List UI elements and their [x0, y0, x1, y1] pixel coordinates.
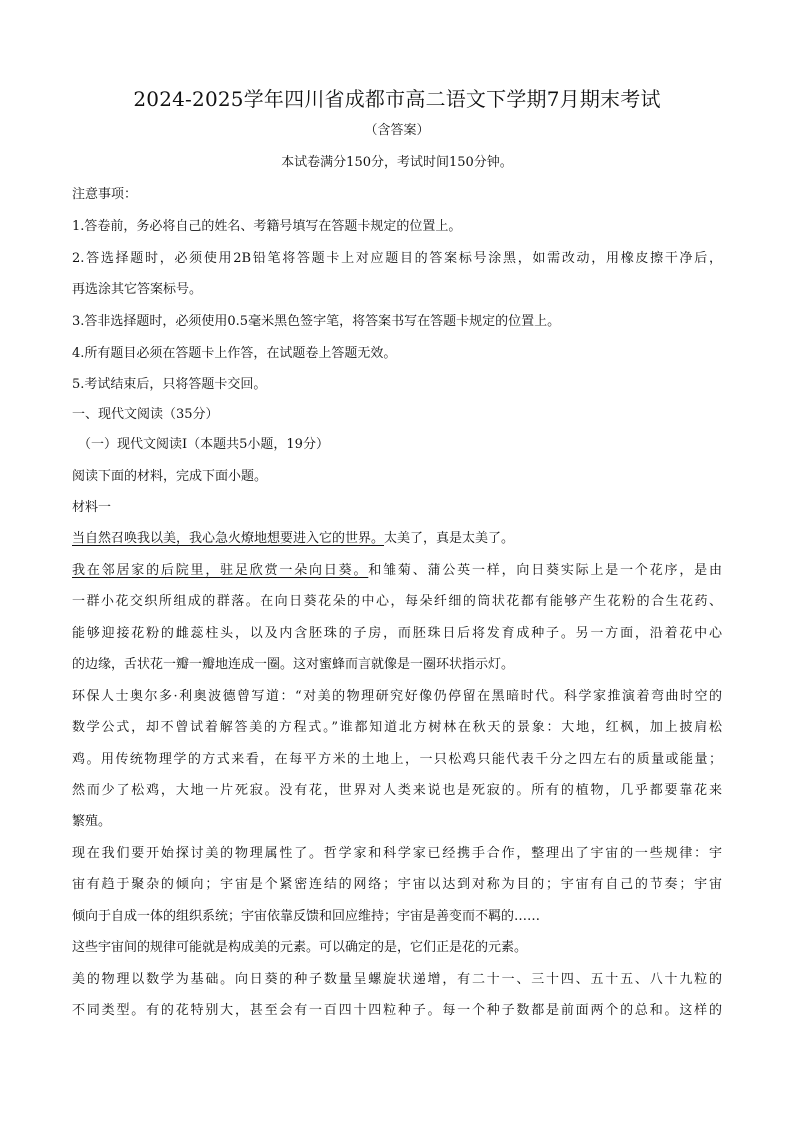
underlined-sentence: 当自然召唤我以美，我心急火燎地想要进入它的世界。 [72, 531, 385, 546]
exam-info: 本试卷满分150分，考试时间150分钟。 [281, 155, 513, 170]
notice-item: 3.答非选择题时，必须使用0.5毫米黑色签字笔，将答案书写在答题卡规定的位置上。 [72, 314, 561, 329]
passage-text: 和雏菊、蒲公英一样，向日葵实际上是一个花序，是由 [368, 563, 722, 578]
passage-line: 然而少了松鸡，大地一片死寂。没有花，世界对人类来说也是死寂的。所有的植物，几乎都要靠花来 [72, 783, 722, 798]
notice-item: 1.答卷前，务必将自己的姓名、考籍号填写在答题卡规定的位置上。 [72, 219, 462, 234]
passage-line: 宙有趋于聚杂的倾向；宇宙是个紧密连结的网络；宇宙以达到对称为目的；宇宙有自己的节奏；宇宙 [72, 877, 722, 892]
passage-paragraph-2-line-1 [72, 562, 722, 580]
underlined-sentence: 我在邻居家的后院里，驻足欣赏一朵向日葵。 [72, 563, 369, 578]
notice-heading: 注意事项： [72, 187, 138, 202]
passage-line: 美的物理以数学为基础。向日葵的种子数量呈螺旋状递增，有二十一、三十四、五十五、八十九粒的 [72, 972, 722, 987]
section-heading: 一、现代文阅读（35分） [72, 407, 219, 422]
passage-line: 倾向于自成一体的组织系统；宇宙依靠反馈和回应维持；宇宙是善变而不羁的…… [72, 909, 541, 924]
page-subtitle: （含答案） [364, 123, 430, 138]
passage-line: 现在我们要开始探讨美的物理属性了。哲学家和科学家已经携手合作，整理出了宇宙的一些规律：宇 [72, 846, 722, 861]
passage-paragraph-1 [72, 530, 514, 548]
passage-line: 一群小花交织所组成的群落。在向日葵花朵的中心，每朵纤细的筒状花都有能够产生花粉的合生花药、 [72, 594, 722, 609]
passage-line: 数学公式，却不曾试着解答美的方程式。”谁都知道北方树林在秋天的景象：大地，红枫，加上披肩松 [72, 720, 722, 735]
passage-line: 鸡。用传统物理学的方式来看，在每平方米的土地上，一只松鸡只能代表千分之四左右的质量或能量； [72, 752, 722, 767]
passage-line: 的边缘，舌状花一瓣一瓣地连成一圈。这对蜜蜂而言就像是一圈环状指示灯。 [72, 657, 515, 672]
passage-line: 能够迎接花粉的雌蕊柱头，以及内含胚珠的子房，而胚珠日后将发育成种子。另一方面，沿着花中心 [72, 626, 722, 641]
material-label: 材料一 [72, 500, 112, 515]
notice-item: 4.所有题目必须在答题卡上作答，在试题卷上答题无效。 [72, 346, 397, 361]
passage-line: 繁殖。 [72, 814, 112, 829]
notice-item-continued: 再选涂其它答案标号。 [72, 282, 203, 297]
page-title: 2024-2025学年四川省成都市高二语文下学期7月期末考试 [133, 87, 661, 111]
notice-item: 5.考试结束后，只将答题卡交回。 [72, 377, 267, 392]
passage-text: 太美了，真是太美了。 [384, 531, 515, 546]
section-subheading: （一）现代文阅读Ⅰ（本题共5小题，19分） [78, 437, 329, 452]
reading-instruction: 阅读下面的材料，完成下面小题。 [72, 469, 268, 484]
notice-item: 2.答选择题时，必须使用2B铅笔将答题卡上对应题目的答案标号涂黑，如需改动，用橡皮擦干净后， [72, 251, 722, 266]
passage-line: 环保人士奥尔多·利奥波德曾写道：“对美的物理研究好像仍停留在黑暗时代。科学家推演着弯曲时空的 [72, 689, 722, 704]
passage-line: 不同类型。有的花特别大，甚至会有一百四十四粒种子。每一个种子数都是前面两个的总和。这样的 [72, 1003, 722, 1018]
passage-line: 这些宇宙间的规律可能就是构成美的元素。可以确定的是，它们正是花的元素。 [72, 940, 528, 955]
